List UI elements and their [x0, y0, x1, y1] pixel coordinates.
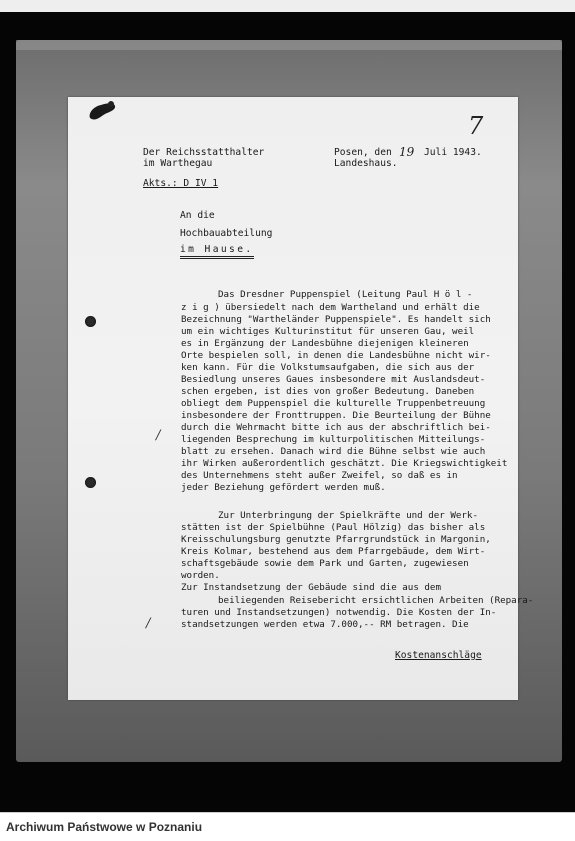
file-reference: Akts.: D IV 1 [143, 178, 219, 189]
body-line: schaftsgebäude sowie dem Park und Garten, zugewiesen [181, 558, 469, 569]
body-line: Besiedlung unseres Gaues insbesondere mit Auslandsdeut- [181, 374, 486, 385]
sender-line-1: Der Reichsstatthalter [143, 147, 265, 158]
punch-hole-lower [85, 477, 96, 488]
archive-footer [0, 812, 575, 841]
body-line: ihr Wirken außerordentlich geschätzt. Die Kriegswichtigkeit [181, 458, 508, 469]
place-date-prefix: Posen, den [334, 147, 392, 158]
body-line: Kreis Kolmar, bestehend aus dem Pfarrgebäude, dem Wirt- [181, 546, 486, 557]
top-strip [0, 0, 575, 12]
body-line: blatt zu ersehen. Danach wird die Bühne selbst wie auch [181, 446, 486, 457]
recipient-line-3: im Hause. [180, 244, 254, 259]
body-line: obliegt dem Puppenspiel die kulturelle Truppenbetreuung [181, 398, 486, 409]
body-line: liegenden Besprechung im kulturpolitischen Mitteilungs- [181, 434, 486, 445]
body-line: insbesondere der Fronttruppen. Die Beurteilung der Bühne [181, 410, 491, 421]
body-line: Zur Instandsetzung der Gebäude sind die aus dem [181, 582, 441, 593]
body-line: Zur Unterbringung der Spielkräfte und der Werk- [218, 510, 478, 521]
body-line: worden. [181, 570, 220, 581]
archive-name: Archiwum Państwowe w Poznaniu [6, 820, 203, 834]
sender-line-2: im Warthegau [143, 158, 213, 169]
body-line: durch die Wehrmacht bitte ich aus der abschriftlich bei- [181, 422, 491, 433]
ink-blot-mark [87, 100, 117, 122]
handwritten-page-number: 7 [468, 112, 484, 140]
body-line: es in Ergänzung der Landesbühne diejenigen kleineren [181, 338, 469, 349]
body-line: standsetzungen werden etwa 7.000,-- RM betragen. Die [181, 619, 469, 630]
body-line: turen und Instandsetzungen) notwendig. Die Kosten der In- [181, 607, 497, 618]
month-year: Juli 1943. [424, 147, 482, 158]
board-edge [16, 40, 562, 50]
body-line: um ein wichtiges Kulturinstitut für unseren Gau, weil [181, 326, 475, 337]
handwritten-date: 19 [399, 145, 415, 159]
recipient-line-1: An die [180, 210, 215, 221]
body-line: jeder Beziehung gefördert werden muß. [181, 482, 386, 493]
body-line: des Unternehmens steht außer Zweifel, so daß es in [181, 470, 458, 481]
margin-mark-lower: / [146, 616, 151, 631]
place-line-2: Landeshaus. [334, 158, 398, 169]
recipient-line-2: Hochbauabteilung [180, 228, 273, 239]
body-line: Das Dresdner Puppenspiel (Leitung Paul H ö l - [218, 289, 473, 300]
body-line: Orte bespielen soll, in denen die Landesbühne nicht wir- [181, 350, 491, 361]
catchword: Kostenanschläge [395, 650, 482, 661]
body-line: schen ergeben, ist dies von großer Bedeutung. Daneben [181, 386, 475, 397]
margin-mark-upper: / [156, 428, 161, 443]
body-line: stätten ist der Spielbühne (Paul Hölzig) das bisher als [181, 522, 486, 533]
body-line: beiliegenden Reisebericht ersichtlichen Arbeiten (Repara- [218, 595, 534, 606]
body-line: ken kann. Für die Volkstumsaufgaben, die sich aus der [181, 362, 475, 373]
body-line: Kreisschulungsburg genutzte Pfarrgrundstück in Margonin, [181, 534, 491, 545]
punch-hole-upper [85, 316, 96, 327]
body-line: z i g ) übersiedelt nach dem Wartheland und erhält die [181, 302, 480, 313]
body-line: Bezeichnung "Wartheländer Puppenspiele". Es handelt sich [181, 314, 491, 325]
